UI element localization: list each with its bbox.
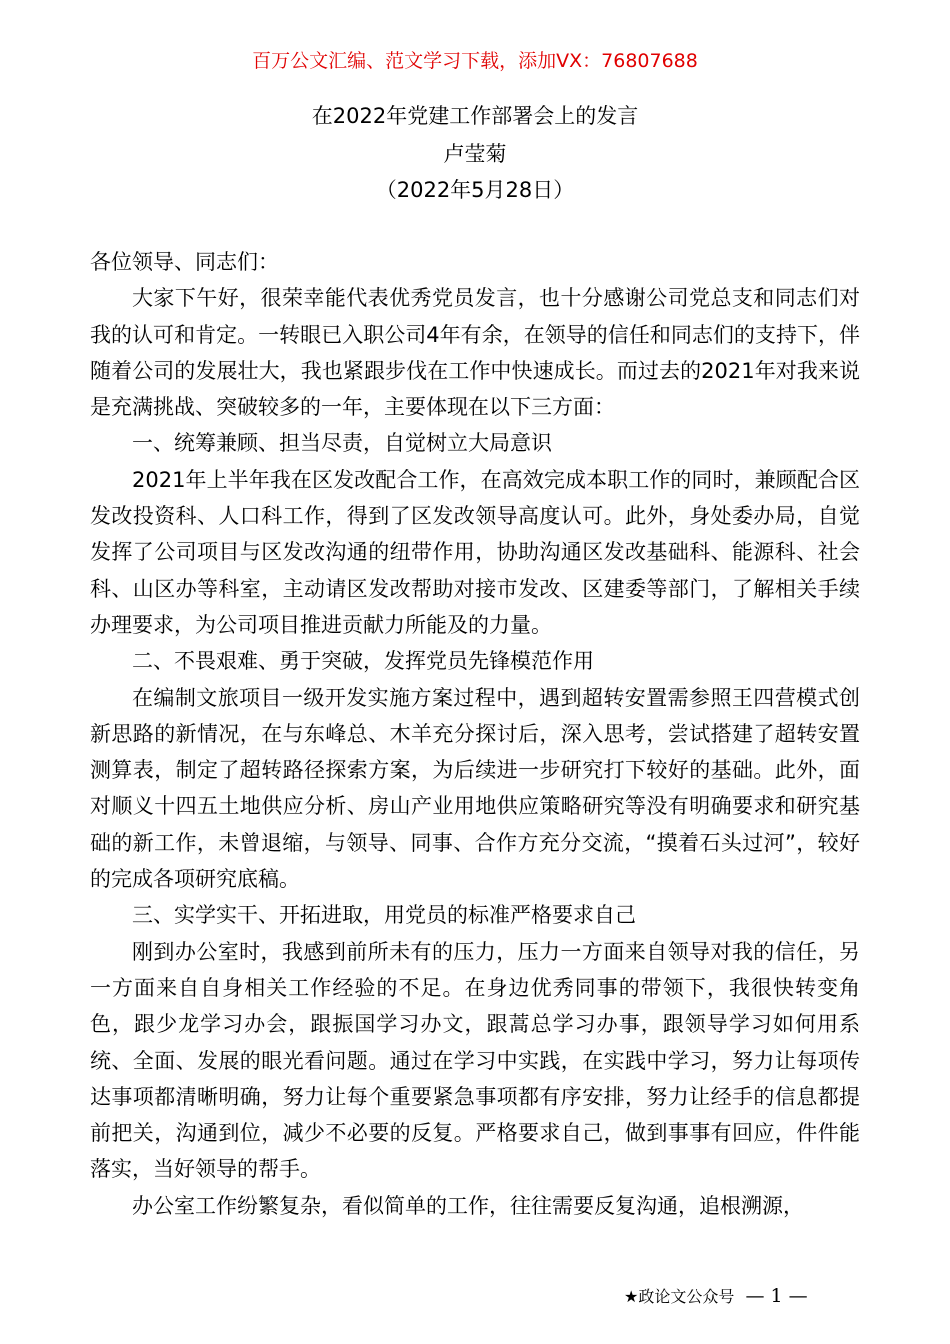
page-footer xyxy=(624,1284,808,1307)
paragraph: 大家下午好，很荣幸能代表优秀党员发言，也十分感谢公司党总支和同志们对我的认可和肯定。一转眼已入职公司4年有余，在领导的信任和同志们的支持下，伴随着公司的发展壮大，我也紧跟步伐在工作中快速成长。而过去的2021年对我来说是充满挑战、突破较多的一年，主要体现在以下三方面： xyxy=(90,286,860,420)
header-ad-banner: 百万公文汇编、范文学习下载，添加VX：76807688 xyxy=(252,50,698,72)
paragraph: 2021年上半年我在区发改配合工作，在高效完成本职工作的同时，兼顾配合区发改投资科、人口科工作，得到了区发改领导高度认可。此外，身处委办局，自觉发挥了公司项目与区发改沟通的纽带作用，协助沟通区发改基础科、能源科、社会科、山区办等科室，主动请区发改帮助对接市发改、区建委等部门，了解相关手续办理要求，为公司项目推进贡献力所能及的力量。 xyxy=(90,467,860,637)
section-heading: 一、统筹兼顾、担当尽责，自觉树立大局意识 xyxy=(132,431,552,456)
section-heading: 三、实学实干、开拓进取，用党员的标准严格要求自己 xyxy=(132,903,636,928)
footer-source: ★政论文公众号 xyxy=(624,1287,735,1306)
document-body xyxy=(90,244,860,1224)
section-heading: 二、不畏艰难、勇于突破，发挥党员先锋模范作用 xyxy=(132,649,594,674)
salutation: 各位领导、同志们： xyxy=(90,250,279,274)
paragraph: 办公室工作纷繁复杂，看似简单的工作，往往需要反复沟通，追根溯源， xyxy=(132,1193,804,1218)
document-author: 卢莹菊 xyxy=(443,142,507,166)
document-title: 在2022年党建工作部署会上的发言 xyxy=(311,104,639,128)
paragraph: 刚到办公室时，我感到前所未有的压力，压力一方面来自领导对我的信任，另一方面来自自身相关工作经验的不足。在身边优秀同事的带领下，我很快转变角色，跟少龙学习办会，跟振国学习办文，跟蒿总学习办事，跟领导学习如何用系统、全面、发展的眼光看问题。通过在学习中实践，在实践中学习，努力让每项传达事项都清晰明确，努力让每个重要紧急事项都有序安排，努力让经手的信息都提前把关，沟通到位，减少不必要的反复。严格要求自己，做到事事有回应，件件能落实，当好领导的帮手。 xyxy=(90,939,860,1182)
page-number: — 1 — xyxy=(745,1285,808,1307)
document-date: （2022年5月28日） xyxy=(375,178,575,202)
paragraph: 在编制文旅项目一级开发实施方案过程中，遇到超转安置需参照王四营模式创新思路的新情况，在与东峰总、木羊充分探讨后，深入思考，尝试搭建了超转安置测算表，制定了超转路径探索方案，为后续进一步研究打下较好的基础。此外，面对顺义十四五土地供应分析、房山产业用地供应策略研究等没有明确要求和研究基础的新工作，未曾退缩，与领导、同事、合作方充分交流，“摸着石头过河”，较好的完成各项研究底稿。 xyxy=(90,685,860,892)
